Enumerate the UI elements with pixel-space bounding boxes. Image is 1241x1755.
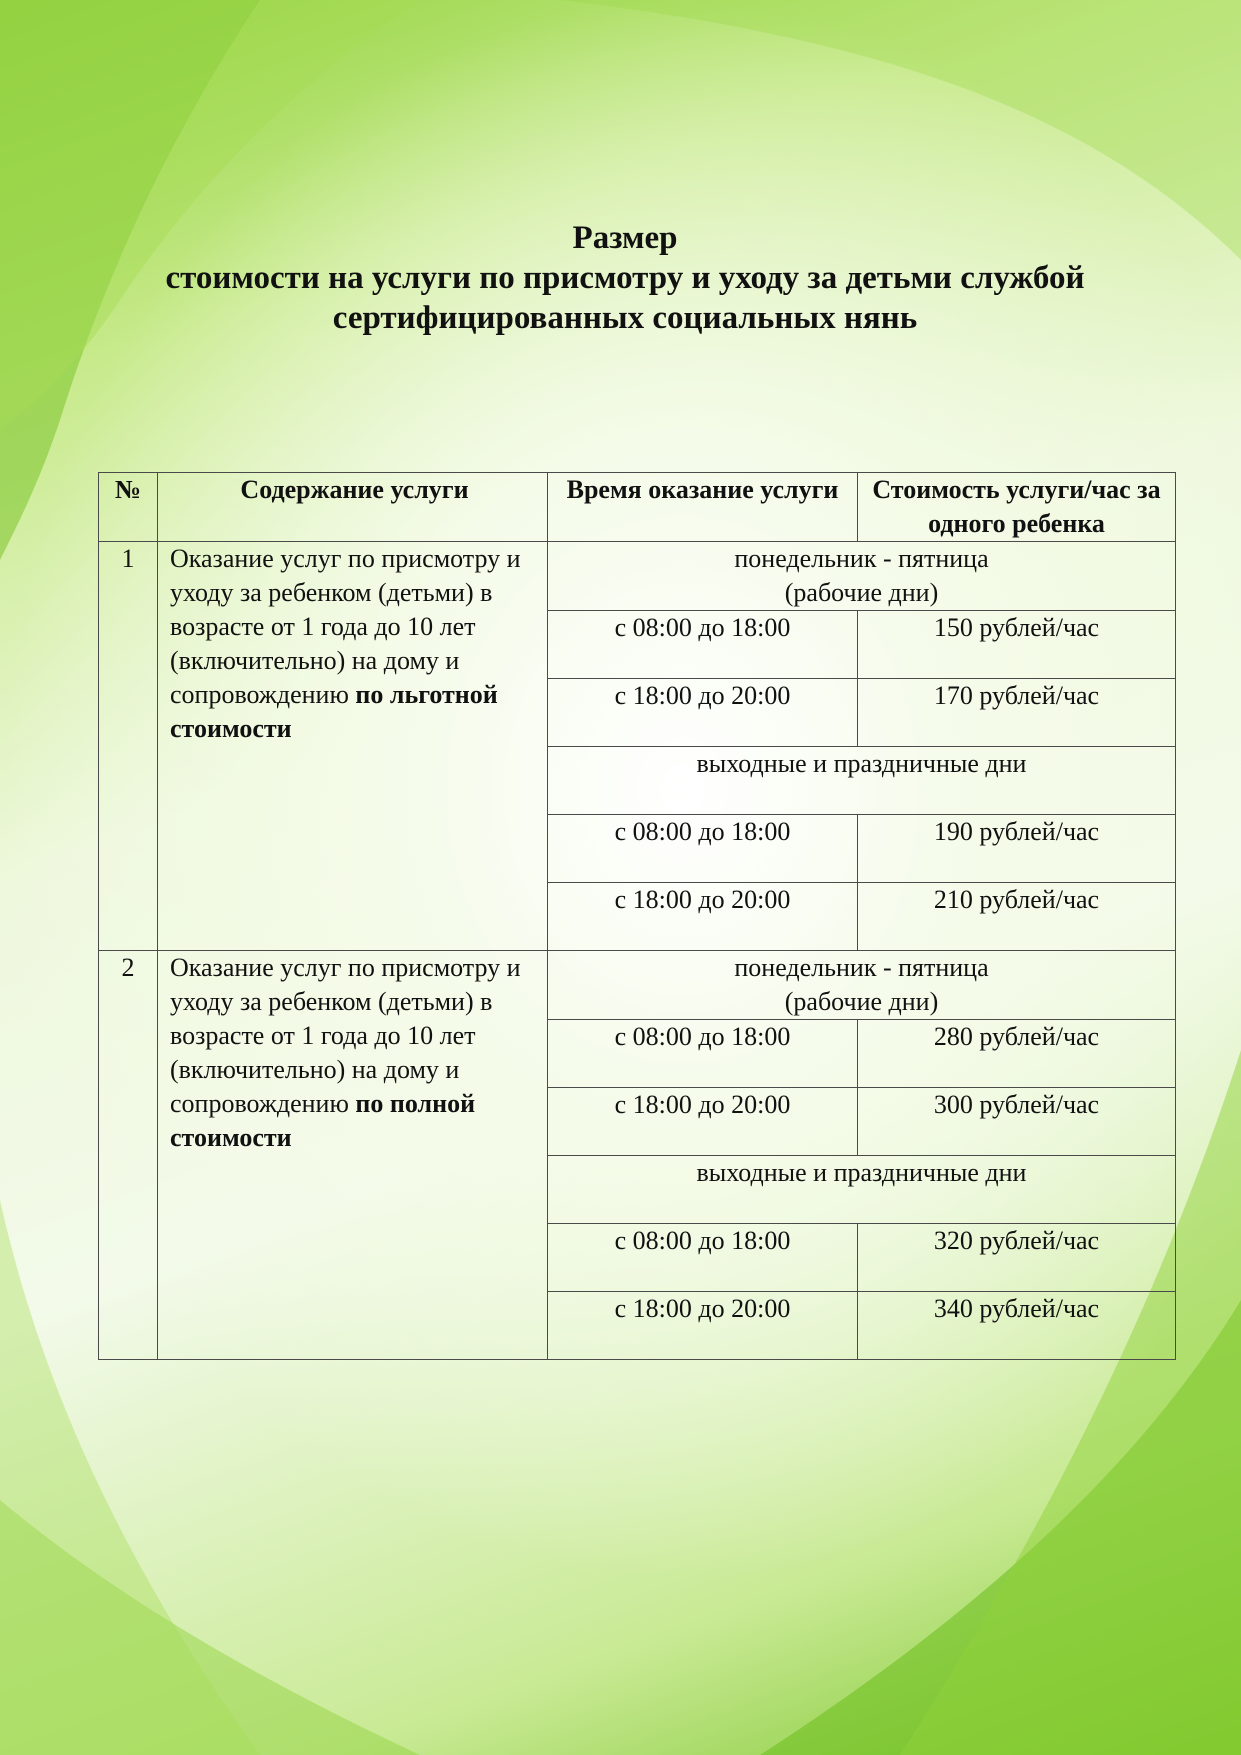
time-cell: с 18:00 до 20:00: [548, 1292, 858, 1360]
row-number: 2: [99, 951, 158, 1360]
weekend-label: выходные и праздничные дни: [548, 1156, 1176, 1224]
weekdays-sublabel: (рабочие дни): [784, 578, 939, 607]
service-pricing-type: по льготной стоимости: [170, 680, 498, 743]
table-row: [99, 542, 1176, 611]
cost-cell: 170 рублей/час: [858, 679, 1176, 747]
header-num: №: [99, 473, 158, 542]
header-time: Время оказание услуги: [548, 473, 858, 542]
price-table: [98, 472, 1176, 1360]
table-row: [99, 951, 1176, 1020]
service-description-text: Оказание услуг по присмотру и уходу за ребенком (детьми) в возрасте от 1 года до 10 лет (включительно) на дому и сопровождению: [170, 544, 521, 709]
title-line-1: Размер: [572, 220, 678, 256]
header-cost: Стоимость услуги/час за одного ребенка: [858, 473, 1176, 542]
service-description: [158, 542, 548, 951]
cost-cell: 280 рублей/час: [858, 1020, 1176, 1088]
time-cell: с 18:00 до 20:00: [548, 883, 858, 951]
weekdays-label-cell: [548, 542, 1176, 611]
cost-cell: 150 рублей/час: [858, 611, 1176, 679]
header-content: Содержание услуги: [158, 473, 548, 542]
weekdays-label-cell: [548, 951, 1176, 1020]
cost-cell: 320 рублей/час: [858, 1224, 1176, 1292]
cost-cell: 300 рублей/час: [858, 1088, 1176, 1156]
time-cell: с 08:00 до 18:00: [548, 1224, 858, 1292]
time-cell: с 08:00 до 18:00: [548, 611, 858, 679]
service-pricing-type: по полной стоимости: [170, 1089, 476, 1152]
table-header-row: [99, 473, 1176, 542]
weekdays-label: понедельник - пятница: [734, 953, 989, 982]
weekend-label: выходные и праздничные дни: [548, 747, 1176, 815]
cost-cell: 210 рублей/час: [858, 883, 1176, 951]
page-title: [60, 218, 1190, 338]
cost-cell: 190 рублей/час: [858, 815, 1176, 883]
service-description-text: Оказание услуг по присмотру и уходу за ребенком (детьми) в возрасте от 1 года до 10 лет (включительно) на дому и сопровождению: [170, 953, 521, 1118]
title-line-2: стоимости на услуги по присмотру и уходу за детьми службой: [165, 260, 1085, 296]
time-cell: с 08:00 до 18:00: [548, 1020, 858, 1088]
row-number: 1: [99, 542, 158, 951]
weekdays-sublabel: (рабочие дни): [784, 987, 939, 1016]
service-description: [158, 951, 548, 1360]
time-cell: с 18:00 до 20:00: [548, 1088, 858, 1156]
time-cell: с 18:00 до 20:00: [548, 679, 858, 747]
cost-cell: 340 рублей/час: [858, 1292, 1176, 1360]
time-cell: с 08:00 до 18:00: [548, 815, 858, 883]
title-line-3: сертифицированных социальных нянь: [332, 300, 918, 336]
weekdays-label: понедельник - пятница: [734, 544, 989, 573]
